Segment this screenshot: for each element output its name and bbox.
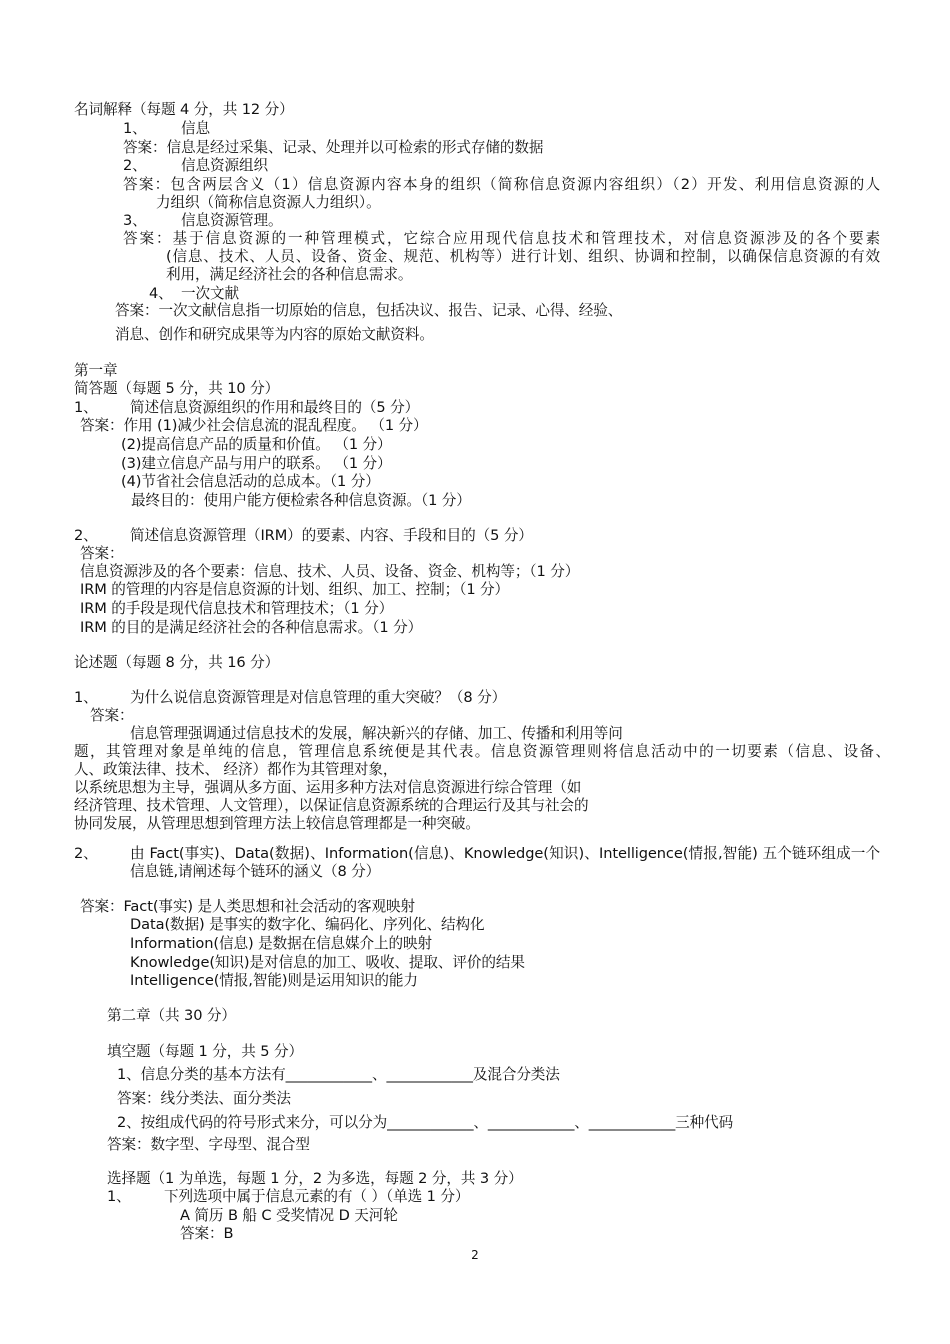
answer: 利用，满足经济社会的各种信息需求。: [166, 266, 413, 283]
fill-question: 1、信息分类的基本方法有____________、____________及混合分类法: [117, 1066, 560, 1083]
answer: 答案：Fact(事实) 是人类思想和社会活动的客观映射: [80, 898, 415, 915]
answer: IRM 的管理的内容是信息资源的计划、组织、加工、控制；（1 分）: [80, 581, 510, 598]
answer: IRM 的手段是现代信息技术和管理技术；（1 分）: [80, 600, 394, 617]
section-heading: 填空题（每题 1 分，共 5 分）: [107, 1043, 303, 1060]
question-text: 信息链,请阐述每个链环的涵义（8 分）: [130, 863, 381, 880]
answer: 答案：B: [180, 1225, 234, 1242]
answer: 力组织（简称信息资源人力组织）。: [156, 194, 381, 211]
question-number: 4、: [149, 285, 173, 302]
answer: 消息、创作和研究成果等为内容的原始文献资料。: [115, 326, 434, 343]
answer: 人、政策法律、技术、 经济）都作为其管理对象，: [74, 761, 398, 778]
question-number: 1、: [107, 1188, 131, 1205]
term: 信息: [181, 120, 210, 137]
answer: Data(数据) 是事实的数字化、编码化、序列化、结构化: [130, 916, 485, 933]
answer: (3)建立信息产品与用户的联系。 （1 分）: [121, 455, 392, 472]
answer: (4)节省社会信息活动的总成本。（1 分）: [121, 473, 380, 490]
question-number: 1、: [123, 120, 147, 137]
page-number: 2: [471, 1248, 479, 1262]
answer: 答案：: [90, 707, 134, 724]
question-text: 简述信息资源管理（IRM）的要素、内容、手段和目的（5 分）: [130, 527, 533, 544]
answer: (信息、技术、人员、设备、资金、规范、机构等）进行计划、组织、协调和控制，以确保信息资源的有效: [166, 248, 880, 265]
answer: 以系统思想为主导，强调从多方面、运用多种方法对信息资源进行综合管理（如: [74, 779, 582, 796]
answer: 信息资源涉及的各个要素：信息、技术、人员、设备、资金、机构等；（1 分）: [80, 563, 580, 580]
chapter-title: 第二章（共 30 分）: [107, 1007, 236, 1024]
answer: Knowledge(知识)是对信息的加工、吸收、提取、评价的结果: [130, 954, 525, 971]
fill-question: 2、按组成代码的符号形式来分，可以分为____________、____________、____________三种代码: [117, 1114, 734, 1131]
choice-options: A 简历 B 船 C 受奖情况 D 天河轮: [180, 1207, 398, 1224]
answer: 答案：作用 (1)减少社会信息流的混乱程度。 （1 分）: [80, 417, 428, 434]
answer: IRM 的目的是满足经济社会的各种信息需求。（1 分）: [80, 619, 423, 636]
question-number: 2、: [123, 157, 147, 174]
question-number: 1、: [74, 399, 98, 416]
term: 一次文献: [181, 285, 239, 302]
question-number: 1、: [74, 689, 98, 706]
answer: 题，其管理对象是单纯的信息，管理信息系统便是其代表。信息资源管理则将信息活动中的一切要素（信息、设备、: [74, 743, 890, 760]
answer: 答案：: [80, 545, 124, 562]
section-heading: 简答题（每题 5 分，共 10 分）: [74, 380, 280, 397]
section-heading: 论述题（每题 8 分，共 16 分）: [74, 654, 280, 671]
term: 信息资源管理。: [181, 212, 283, 229]
answer: Information(信息) 是数据在信息媒介上的映射: [130, 935, 433, 952]
answer: 答案：基于信息资源的一种管理模式，它综合应用现代信息技术和管理技术，对信息资源涉及的各个要素: [123, 230, 880, 247]
answer: 答案：一次文献信息指一切原始的信息，包括决议、报告、记录、心得、经验、: [115, 302, 623, 319]
question-number: 3、: [123, 212, 147, 229]
answer: Intelligence(情报,智能)则是运用知识的能力: [130, 972, 418, 989]
answer: 答案：包含两层含义（1）信息资源内容本身的组织（简称信息资源内容组织）（2）开发、利用信息资源的人: [123, 176, 880, 193]
answer: (2)提高信息产品的质量和价值。 （1 分）: [121, 436, 392, 453]
answer: 答案：信息是经过采集、记录、处理并以可检索的形式存储的数据: [123, 139, 544, 156]
answer: 答案：线分类法、面分类法: [117, 1090, 291, 1107]
answer: 信息管理强调通过信息技术的发展，解决新兴的存储、加工、传播和利用等问: [130, 725, 623, 742]
question-number: 2、: [74, 527, 98, 544]
answer: 最终目的：使用户能方便检索各种信息资源。（1 分）: [131, 492, 471, 509]
term: 信息资源组织: [181, 157, 268, 174]
question-text: 简述信息资源组织的作用和最终目的（5 分）: [130, 399, 420, 416]
answer: 答案：数字型、字母型、混合型: [107, 1136, 310, 1153]
question-text: 下列选项中属于信息元素的有（ ）（单选 1 分）: [164, 1188, 470, 1205]
question-number: 2、: [74, 845, 98, 862]
question-text: 由 Fact(事实)、Data(数据)、Information(信息)、Knowledge(知识)、Intelligence(情报,智能) 五个链环组成一个: [130, 845, 880, 862]
answer: 协同发展，从管理思想到管理方法上较信息管理都是一种突破。: [74, 815, 480, 832]
section-heading: 名词解释（每题 4 分，共 12 分）: [74, 101, 294, 118]
answer: 经济管理、技术管理、人文管理），以保证信息资源系统的合理运行及其与社会的: [74, 797, 589, 814]
section-heading: 选择题（1 为单选，每题 1 分，2 为多选，每题 2 分，共 3 分）: [107, 1170, 523, 1187]
chapter-title: 第一章: [74, 362, 118, 379]
question-text: 为什么说信息资源管理是对信息管理的重大突破？（8 分）: [130, 689, 507, 706]
